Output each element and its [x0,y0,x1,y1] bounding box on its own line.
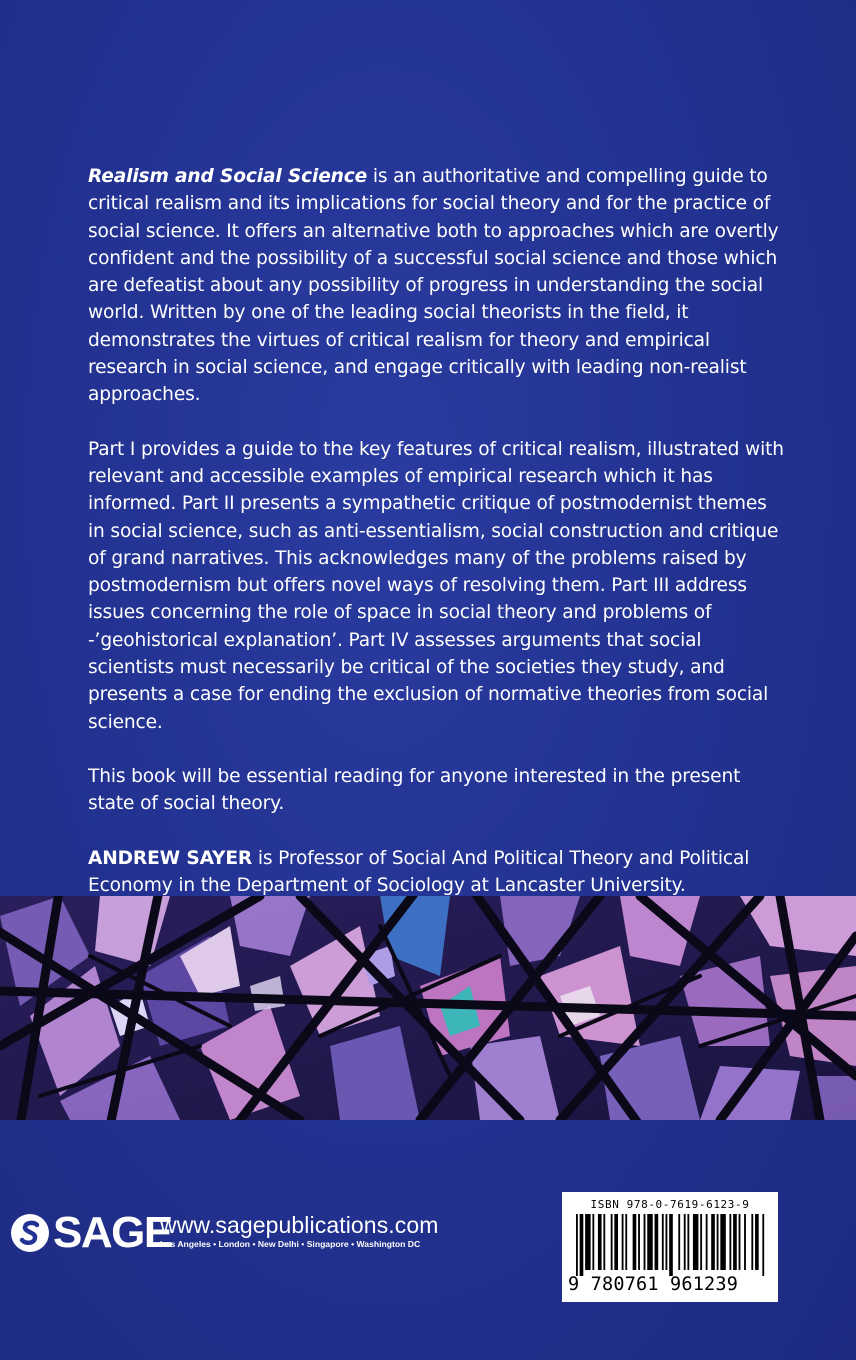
barcode-bar [744,1214,746,1270]
barcode-bar [751,1214,753,1270]
barcode-bar [762,1214,764,1276]
blurb-paragraph-audience: This book will be essential reading for anyone interested in the present state of social theory. [88,765,741,815]
barcode-bar [729,1214,731,1270]
barcode [576,1214,766,1276]
barcode-bar [614,1214,618,1270]
barcode-bar [669,1214,673,1276]
publisher-info [160,1212,439,1250]
author-bio [88,845,788,900]
author-name: ANDREW SAYER [88,847,253,869]
barcode-bar [592,1214,594,1270]
barcode-bar [655,1214,659,1270]
isbn-label: ISBN 978-0-7619-6123-9 [590,1198,750,1211]
stained-glass-image [0,896,856,1120]
isbn-barcode-box [562,1192,778,1302]
stained-glass-art [0,896,856,1120]
barcode-bar [603,1214,605,1270]
ean-digits: 9 780761 961239 [568,1274,739,1295]
book-title: Realism and Social Science [88,166,368,187]
barcode-bar [662,1214,664,1270]
barcode-bar [706,1214,708,1270]
barcode-bar [611,1214,613,1270]
barcode-bar [755,1214,759,1270]
barcode-bar [739,1214,741,1270]
barcode-bar [638,1214,640,1270]
barcode-bar [678,1214,680,1270]
barcode-bar [700,1214,702,1270]
barcode-bar [580,1214,584,1276]
barcode-bar [576,1214,578,1276]
barcode-bar [720,1214,725,1270]
barcode-bar [687,1214,689,1270]
blurb-text [88,163,788,926]
publisher-cities: Los Angeles • London • New Delhi • Singapore • Washington DC [160,1239,421,1249]
barcode-bar [625,1214,627,1270]
sage-emblem-icon [10,1213,50,1253]
barcode-bar [666,1214,668,1270]
barcode-bar [585,1214,590,1270]
barcode-bar [711,1214,715,1270]
blurb-paragraph-parts: Part I provides a guide to the key features of critical realism, illustrated with relevant and accessible examples of empirical research which it has informed. Part II presents a sympathetic critique of postmodernist themes in social science, such as anti-essentialism, social construction and critique of grand narratives. This acknowledges many of the problems raised by postmodernism but offers novel ways of resolving them. Part III address issues concerning the role of space in social theory and problems of -’geohistorical explanation’. Part IV assesses arguments that social scientists must necessarily be critical of the societies they study, and presents a case for ending the exclusion of normative theories from social science. [88,438,784,733]
barcode-bar [733,1214,737,1270]
publisher-url: www.sagepublications.com [160,1212,439,1238]
barcode-bar [622,1214,624,1270]
barcode-bar [647,1214,652,1270]
barcode-bar [644,1214,646,1270]
sage-wordmark: SAGE [53,1208,172,1257]
author-bio-text: is Professor of Social And Political Theory and Political Economy in the Department of Sociology at Lancaster University. [88,847,750,896]
barcode-bar [598,1214,602,1270]
intro-text: is an authoritative and compelling guide to critical realism and its implications for social theory and for the practice of social science. It offers an alternative both to approaches which are overtly confident and the possibility of a successful social science and those which are defeatist about any possibility of progress in understanding the social world. Written by one of the leading social theorists in the field, it demonstrates the virtues of critical realism for theory and empirical research in social science, and engage critically with leading non-realist approaches. [88,166,779,406]
blurb-paragraph-intro [88,163,788,409]
barcode-bar [717,1214,719,1270]
barcode-bar [693,1214,698,1270]
sage-logo [10,1210,172,1256]
barcode-bar [684,1214,686,1270]
barcode-bar [633,1214,637,1270]
